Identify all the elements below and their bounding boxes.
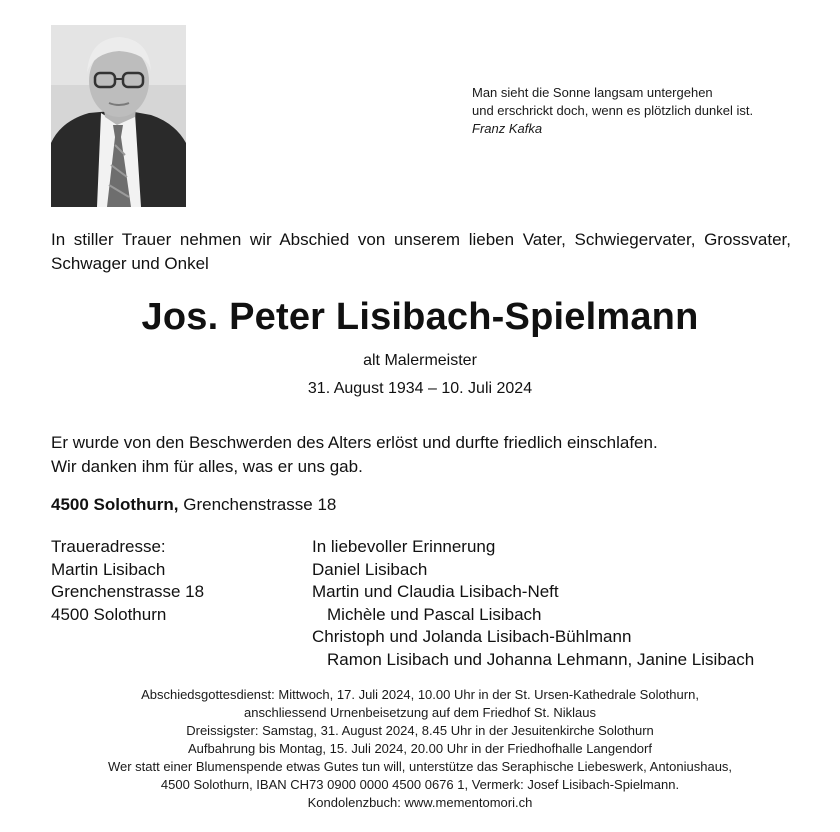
service-line: Aufbahrung bis Montag, 15. Juli 2024, 20.00 Uhr in der Friedhofhalle Langendorf: [188, 741, 652, 756]
family-line: Ramon Lisibach und Johanna Lehmann, Janine Lisibach: [327, 649, 755, 669]
service-line: Dreissigster: Samstag, 31. August 2024, 8.45 Uhr in der Jesuitenkirche Solothurn: [186, 723, 654, 738]
family-line: Daniel Lisibach: [312, 559, 428, 579]
address-city: 4500 Solothurn,: [51, 495, 179, 514]
release-line-1: Er wurde von den Beschwerden des Alters erlöst und durfte friedlich einschlafen.: [51, 433, 658, 452]
intro-text: In stiller Trauer nehmen wir Abschied von unserem lieben Vater, Schwiegervater, Grossvater, Schwager und Onkel: [51, 230, 791, 273]
quote-line-2: und erschrickt doch, wenn es plötzlich dunkel ist.: [472, 103, 754, 118]
mourning-address-line: Grenchenstrasse 18: [51, 582, 205, 601]
mourning-address-line: Martin Lisibach: [51, 559, 166, 579]
mourning-address: [51, 536, 204, 626]
quote-author: Franz Kafka: [472, 121, 543, 136]
release-line-2: Wir danken ihm für alles, was er uns gab.: [51, 457, 363, 476]
life-dates: 31. August 1934 – 10. Juli 2024: [307, 380, 533, 397]
deceased-name: Jos. Peter Lisibach-Spielmann: [141, 296, 699, 338]
family-line: In liebevoller Erinnerung: [312, 537, 496, 556]
service-line: Kondolenzbuch: www.mementomori.ch: [307, 795, 533, 810]
address-street: Grenchenstrasse 18: [183, 495, 337, 514]
mourning-address-line: 4500 Solothurn: [51, 604, 167, 624]
service-line: Abschiedsgottesdienst: Mittwoch, 17. Juli 2024, 10.00 Uhr in der St. Ursen-Kathedrale Solothurn,: [141, 687, 699, 702]
deceased-address: [51, 495, 336, 515]
family-list: [312, 536, 754, 671]
service-line: anschliessend Urnenbeisetzung auf dem Friedhof St. Niklaus: [244, 705, 596, 720]
service-line: 4500 Solothurn, IBAN CH73 0900 0000 4500 0676 1, Vermerk: Josef Lisibach-Spielmann.: [160, 777, 680, 792]
portrait-photo: [51, 25, 186, 207]
quote-line-1: Man sieht die Sonne langsam untergehen: [472, 85, 713, 100]
mourning-address-line: Traueradresse:: [51, 537, 166, 556]
kafka-quote: [472, 84, 753, 138]
family-line: Michèle und Pascal Lisibach: [327, 604, 542, 624]
service-line: Wer statt einer Blumenspende etwas Gutes tun will, unterstütze das Seraphische Liebeswerk, Antoniushaus,: [107, 759, 733, 774]
family-line: Christoph und Jolanda Lisibach-Bühlmann: [312, 627, 632, 646]
release-text: [51, 431, 658, 479]
family-line: Martin und Claudia Lisibach-Neft: [312, 582, 559, 601]
service-details: [0, 686, 840, 812]
deceased-profession: alt Malermeister: [363, 352, 477, 369]
